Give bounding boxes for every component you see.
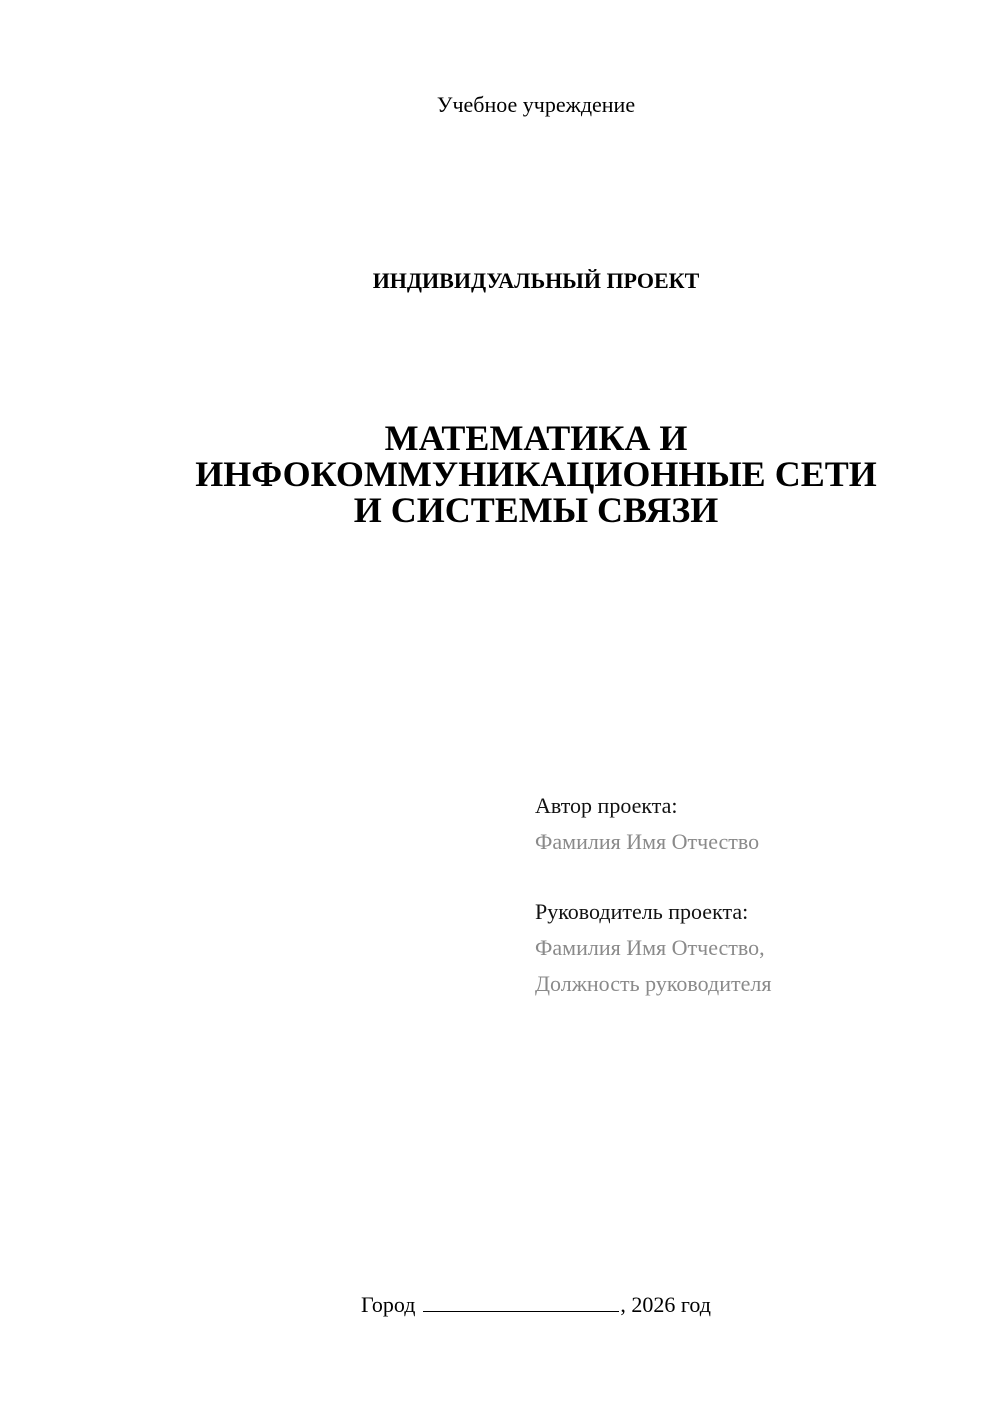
project-title-line-1: МАТЕМАТИКА И	[384, 418, 688, 458]
project-title	[0, 420, 1000, 528]
people-spacer	[535, 860, 975, 894]
city-label: Город	[361, 1292, 416, 1317]
supervisor-position: Должность руководителя	[535, 971, 772, 996]
supervisor-label: Руководитель проекта:	[535, 899, 749, 924]
project-type-heading: ИНДИВИДУАЛЬНЫЙ ПРОЕКТ	[372, 268, 700, 293]
year-text: , 2026 год	[620, 1292, 711, 1317]
institution-name: Учебное учреждение	[436, 92, 636, 117]
project-people-block	[535, 788, 975, 1002]
supervisor-name: Фамилия Имя Отчество,	[535, 935, 765, 960]
city-year-line	[0, 1291, 1000, 1319]
author-label: Автор проекта:	[535, 793, 678, 818]
project-title-line-3: И СИСТЕМЫ СВЯЗИ	[353, 490, 719, 530]
project-title-line-2: ИНФОКОММУНИКАЦИОННЫЕ СЕТИ	[195, 454, 877, 494]
city-blank-line	[423, 1291, 619, 1312]
author-name: Фамилия Имя Отчество	[535, 829, 760, 854]
